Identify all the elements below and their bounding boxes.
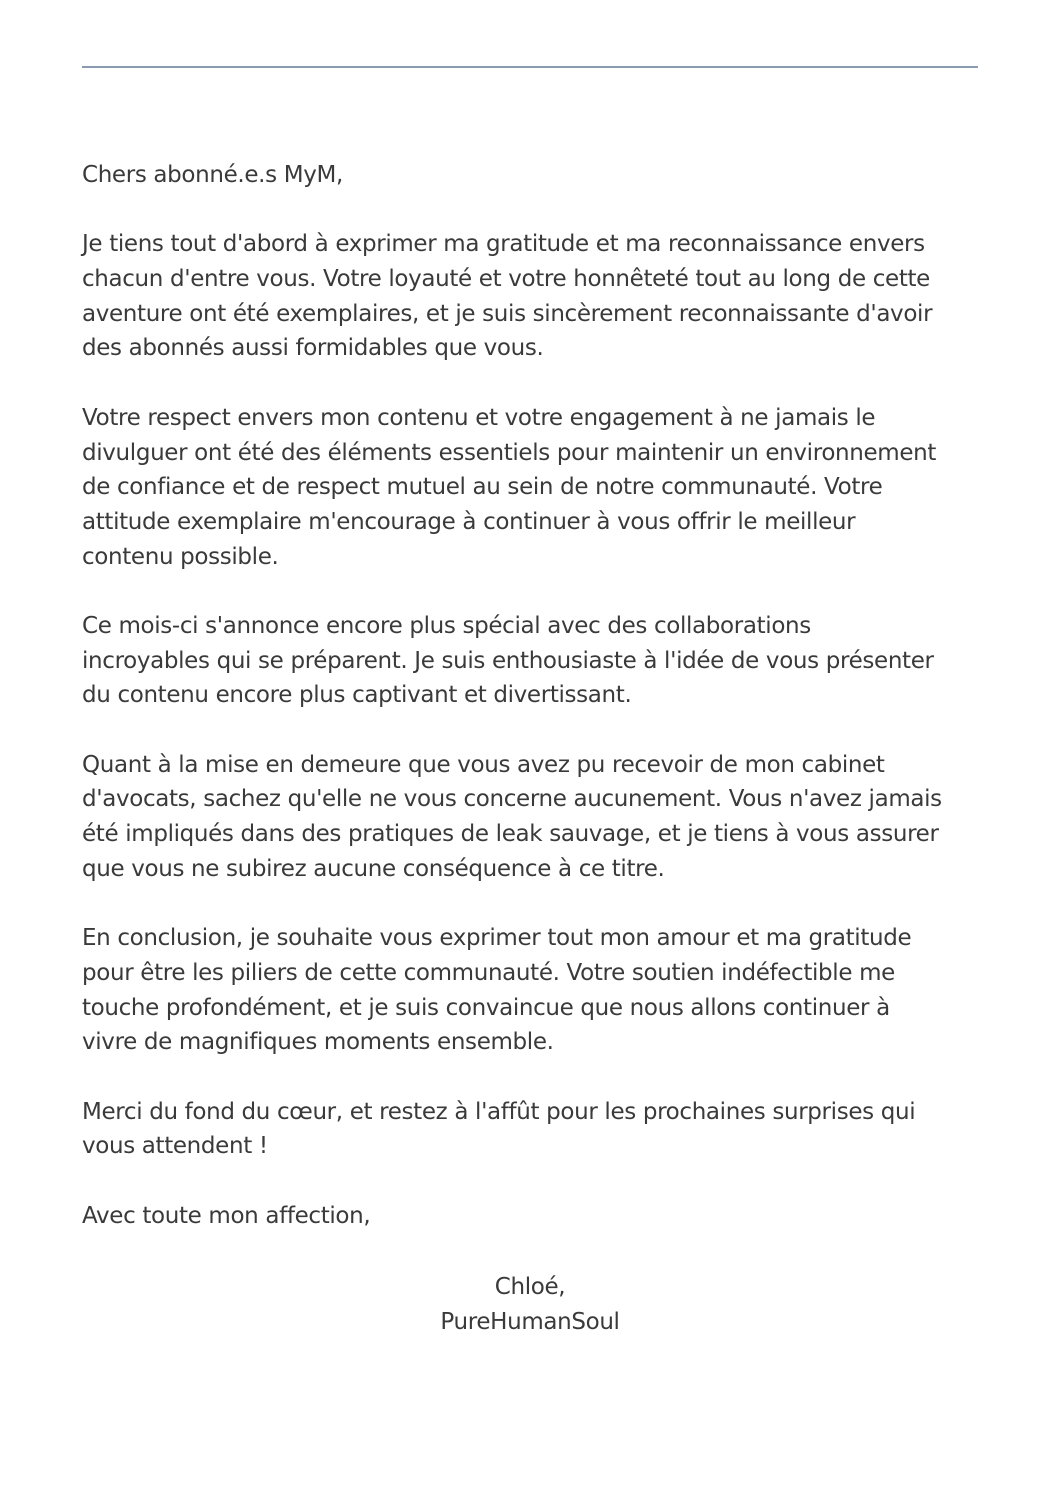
paragraph-line: que vous ne subirez aucune conséquence à ce titre.	[82, 855, 665, 882]
paragraph-line: incroyables qui se préparent. Je suis enthousiaste à l'idée de vous présenter	[82, 647, 934, 674]
paragraph-line: aventure ont été exemplaires, et je suis sincèrement reconnaissante d'avoir	[82, 300, 933, 327]
paragraph-line: attitude exemplaire m'encourage à continuer à vous offrir le meilleur	[82, 508, 856, 535]
paragraph-line: pour être les piliers de cette communauté. Votre soutien indéfectible me	[82, 959, 895, 986]
paragraph-line: chacun d'entre vous. Votre loyauté et votre honnêteté tout au long de cette	[82, 266, 930, 293]
paragraph-line: vivre de magnifiques moments ensemble.	[82, 1029, 554, 1056]
paragraph-line: Merci du fond du cœur, et restez à l'affût pour les prochaines surprises qui	[82, 1098, 916, 1125]
paragraph-legal-notice	[82, 748, 982, 887]
closing	[82, 1199, 982, 1234]
paragraph-line: contenu possible.	[82, 543, 279, 570]
paragraph-line: vous attendent !	[82, 1133, 268, 1160]
letter-body	[82, 158, 982, 1268]
paragraph-line: Ce mois-ci s'annonce encore plus spécial avec des collaborations	[82, 612, 811, 639]
paragraph-line: En conclusion, je souhaite vous exprimer tout mon amour et ma gratitude	[82, 925, 912, 952]
paragraph-line: d'avocats, sachez qu'elle ne vous concerne aucunement. Vous n'avez jamais	[82, 786, 942, 813]
closing-line: Avec toute mon affection,	[82, 1202, 371, 1229]
signature-block	[0, 1270, 1060, 1339]
greeting-line: Chers abonné.e.s MyM,	[82, 162, 343, 188]
signature-name: Chloé,	[494, 1274, 566, 1300]
signature-handle: PureHumanSoul	[440, 1308, 620, 1335]
paragraph-line: Votre respect envers mon contenu et votre engagement à ne jamais le	[82, 404, 876, 431]
top-divider	[82, 66, 978, 68]
paragraph-collaborations	[82, 609, 982, 713]
paragraph-conclusion	[82, 921, 982, 1060]
paragraph-line: Quant à la mise en demeure que vous avez pu recevoir de mon cabinet	[82, 751, 885, 778]
greeting	[82, 158, 982, 193]
paragraph-line: été impliqués dans des pratiques de leak sauvage, et je tiens à vous assurer	[82, 821, 939, 848]
paragraph-line: divulguer ont été des éléments essentiels pour maintenir un environnement	[82, 439, 937, 466]
paragraph-line: des abonnés aussi formidables que vous.	[82, 335, 544, 362]
paragraph-respect	[82, 401, 982, 574]
paragraph-line: de confiance et de respect mutuel au sein de notre communauté. Votre	[82, 474, 883, 501]
paragraph-line: du contenu encore plus captivant et divertissant.	[82, 682, 632, 709]
paragraph-thanks	[82, 1095, 982, 1164]
paragraph-line: Je tiens tout d'abord à exprimer ma gratitude et ma reconnaissance envers	[82, 231, 925, 258]
paragraph-line: touche profondément, et je suis convaincue que nous allons continuer à	[82, 994, 890, 1021]
paragraph-gratitude	[82, 227, 982, 366]
